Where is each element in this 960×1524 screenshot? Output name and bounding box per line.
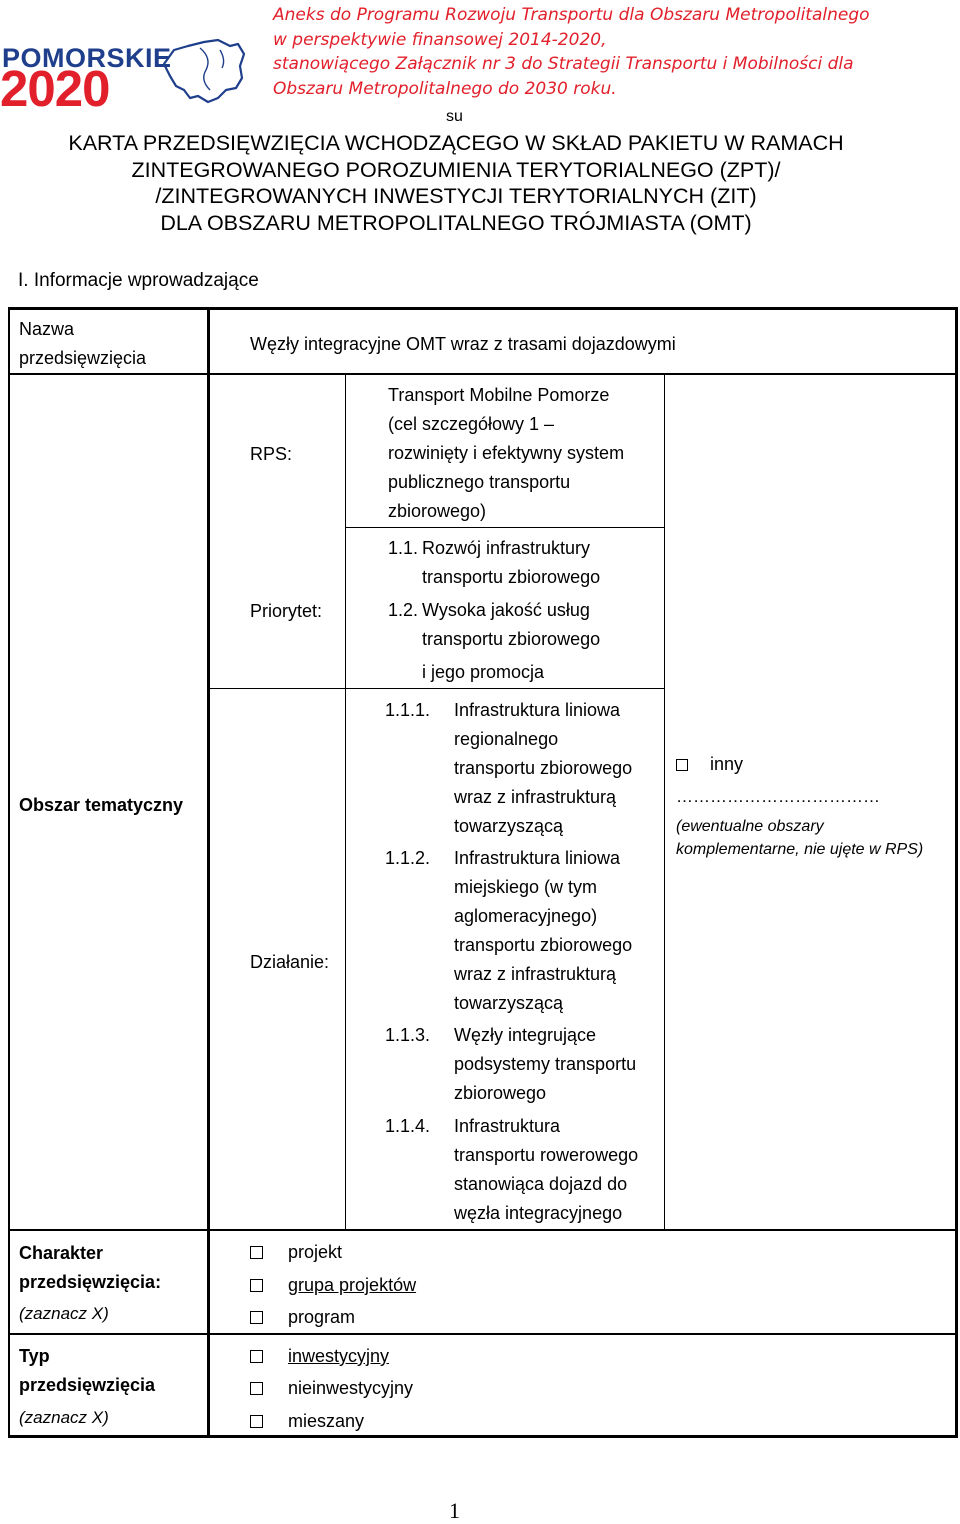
- name-label-line: przedsięwzięcia: [19, 348, 147, 368]
- table-border: [8, 307, 958, 310]
- rps-line: (cel szczegółowy 1 –: [388, 414, 555, 434]
- other-checkbox[interactable]: [676, 759, 688, 771]
- table-divider: [8, 373, 958, 375]
- option-label: program: [288, 1307, 356, 1327]
- type-label-line: przedsięwzięcia: [19, 1375, 156, 1395]
- page-number: 1: [449, 1498, 460, 1523]
- rps-line: publicznego transportu: [388, 472, 571, 492]
- logo-text-bottom: 2020: [0, 60, 110, 117]
- table-divider: [664, 374, 665, 1230]
- header-line: stanowiącego Załącznik nr 3 do Strategii Transportu i Mobilności dla: [273, 54, 854, 74]
- character-label: [19, 1239, 161, 1297]
- table-border: [8, 307, 10, 1438]
- priority-text: [422, 596, 600, 687]
- action-number: 1.1.2.: [385, 848, 431, 868]
- table-divider: [345, 374, 346, 1230]
- action-line: wraz z infrastrukturą: [454, 787, 617, 807]
- table-divider: [8, 1333, 958, 1335]
- table-divider: [345, 527, 665, 528]
- pomorskie-2020-logo: [0, 36, 250, 117]
- other-dots: ………………………………: [676, 787, 880, 806]
- action-line: regionalnego: [454, 729, 559, 749]
- priority-line: transportu zbiorowego: [422, 629, 601, 649]
- table-border: [955, 307, 958, 1438]
- region-map-icon: [160, 36, 248, 106]
- header-line: Aneks do Programu Rozwoju Transportu dla Obszaru Metropolitalnego: [273, 5, 870, 25]
- other-note-line: (ewentualne obszary: [676, 818, 824, 835]
- action-line: podsystemy transportu: [454, 1054, 637, 1074]
- priority-label: Priorytet:: [250, 601, 323, 621]
- action-line: miejskiego (w tym: [454, 877, 598, 897]
- action-number: 1.1.3.: [385, 1025, 431, 1045]
- option-label: inwestycyjny: [288, 1346, 390, 1366]
- action-line: węzła integracyjnego: [454, 1203, 623, 1223]
- checkbox[interactable]: [250, 1382, 263, 1395]
- action-text: [454, 1112, 638, 1228]
- rps-line: zbiorowego): [388, 501, 487, 521]
- name-label-line: Nazwa: [19, 319, 75, 339]
- action-line: aglomeracyjnego): [454, 906, 598, 926]
- priority-text: [422, 534, 600, 592]
- table-divider: [207, 307, 210, 1438]
- character-label-line: przedsięwzięcia:: [19, 1272, 162, 1292]
- marker-text: su: [446, 108, 463, 125]
- table-border: [8, 1435, 958, 1438]
- action-line: transportu zbiorowego: [454, 758, 633, 778]
- other-label: inny: [710, 754, 744, 774]
- action-line: Infrastruktura: [454, 1116, 561, 1136]
- action-line: Infrastruktura liniowa: [454, 848, 621, 868]
- option-label: mieszany: [288, 1411, 365, 1431]
- action-label: Działanie:: [250, 952, 330, 972]
- action-number: 1.1.1.: [385, 700, 431, 720]
- action-line: stanowiąca dojazd do: [454, 1174, 628, 1194]
- checkbox[interactable]: [250, 1246, 263, 1259]
- action-line: zbiorowego: [454, 1083, 547, 1103]
- header-line: w perspektywie finansowej 2014-2020,: [273, 29, 607, 50]
- title-line: DLA OBSZARU METROPOLITALNEGO TRÓJMIASTA (OMT): [160, 210, 752, 235]
- title-line: /ZINTEGROWANYCH INWESTYCJI TERYTORIALNYCH (ZIT): [155, 184, 757, 208]
- rps-value: [388, 381, 624, 526]
- type-hint: (zaznacz X): [19, 1408, 109, 1427]
- action-line: Infrastruktura liniowa: [454, 700, 621, 720]
- table-divider: [208, 688, 665, 689]
- action-line: Węzły integrujące: [454, 1025, 597, 1045]
- rps-line: rozwinięty i efektywny system: [388, 443, 625, 463]
- priority-line: Wysoka jakość usług: [422, 600, 590, 620]
- option-label: projekt: [288, 1242, 343, 1262]
- action-line: transportu zbiorowego: [454, 935, 633, 955]
- header-line: Obszaru Metropolitalnego do 2030 roku.: [273, 78, 617, 99]
- priority-line: i jego promocja: [422, 662, 545, 682]
- rps-label: RPS:: [250, 444, 293, 464]
- checkbox[interactable]: [250, 1311, 263, 1324]
- title-line: ZINTEGROWANEGO POROZUMIENIA TERYTORIALNEGO (ZPT)/: [131, 157, 781, 182]
- name-value: Węzły integracyjne OMT wraz z trasami dojazdowymi: [250, 334, 676, 354]
- character-label-line: Charakter: [19, 1243, 104, 1263]
- action-text: [454, 1021, 636, 1108]
- checkbox[interactable]: [250, 1415, 263, 1428]
- type-label: [19, 1342, 155, 1400]
- section-heading: I. Informacje wprowadzające: [18, 270, 259, 291]
- priority-number: 1.1.: [388, 538, 419, 558]
- action-line: transportu rowerowego: [454, 1145, 639, 1165]
- document-title: [0, 130, 912, 236]
- document-header: [273, 3, 953, 101]
- other-note: [676, 815, 923, 861]
- action-text: [454, 696, 632, 841]
- type-label-line: Typ: [19, 1346, 50, 1366]
- checkbox[interactable]: [250, 1350, 263, 1363]
- action-line: wraz z infrastrukturą: [454, 964, 617, 984]
- character-hint: (zaznacz X): [19, 1304, 109, 1323]
- action-text: [454, 844, 632, 1018]
- area-label: Obszar tematyczny: [19, 795, 184, 815]
- action-line: towarzyszącą: [454, 993, 564, 1013]
- checkbox[interactable]: [250, 1279, 263, 1292]
- priority-number: 1.2.: [388, 600, 419, 620]
- action-line: towarzyszącą: [454, 816, 564, 836]
- table-divider: [8, 1229, 958, 1231]
- action-number: 1.1.4.: [385, 1116, 431, 1136]
- logo-text-top: POMORSKIE: [2, 43, 172, 73]
- option-label: grupa projektów: [288, 1275, 417, 1295]
- priority-line: Rozwój infrastruktury: [422, 538, 591, 558]
- priority-line: transportu zbiorowego: [422, 567, 601, 587]
- other-option[interactable]: [676, 752, 946, 776]
- option-label: nieinwestycyjny: [288, 1378, 414, 1398]
- rps-line: Transport Mobilne Pomorze: [388, 385, 610, 405]
- other-note-line: komplementarne, nie ujęte w RPS): [676, 841, 924, 858]
- name-label: [19, 315, 146, 373]
- title-line: KARTA PRZEDSIĘWZIĘCIA WCHODZĄCEGO W SKŁAD PAKIETU W RAMACH: [68, 131, 844, 155]
